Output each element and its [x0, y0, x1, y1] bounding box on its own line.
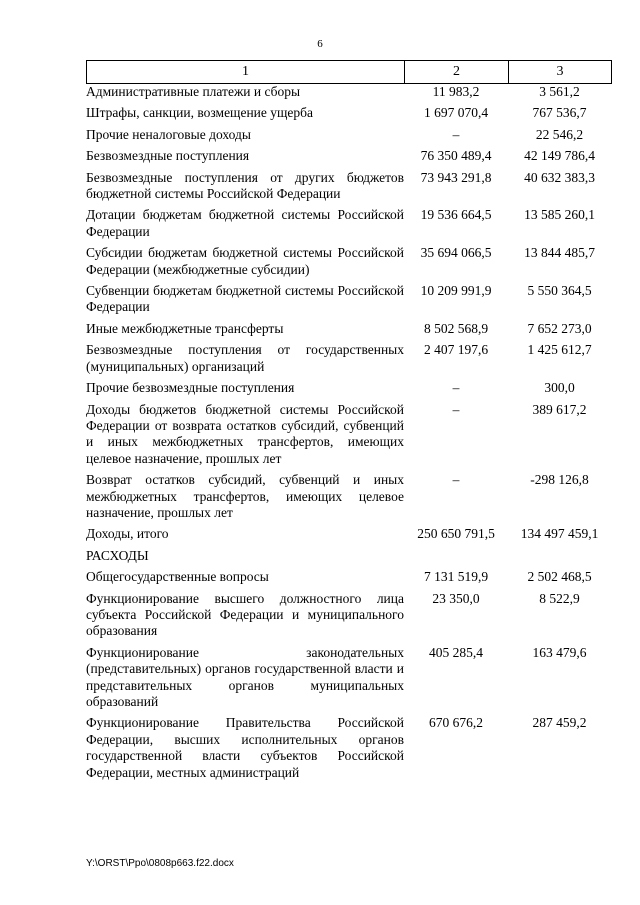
row-value-col2: 7 131 519,9 — [423, 569, 489, 585]
table-body — [86, 84, 611, 786]
table-row — [86, 148, 611, 164]
table-row — [86, 645, 611, 711]
row-label: Доходы бюджетов бюджетной системы Российской Федерации от возврата остатков субсидий, субвенций и иных межбюджетных трансфертов, имеющих целевое назначение, прошлых лет — [86, 401, 404, 466]
row-value-col2: 73 943 291,8 — [420, 169, 492, 185]
table-row — [86, 170, 611, 203]
row-value-col3: -298 126,8 — [530, 472, 589, 488]
row-value-col2: – — [452, 401, 460, 417]
row-label: Функционирование высшего должностного лица субъекта Российской Федерации и муниципального образования — [86, 590, 404, 639]
row-value-col2: 250 650 791,5 — [417, 526, 495, 542]
table-row — [86, 548, 611, 564]
row-label: Прочие безвозмездные поступления — [86, 380, 295, 396]
row-value-col2: 35 694 066,5 — [420, 245, 492, 261]
row-label: Общегосударственные вопросы — [86, 569, 269, 585]
row-value-col3: 163 479,6 — [532, 644, 587, 660]
row-value-col3: 1 425 612,7 — [527, 342, 592, 358]
row-value-col3: 3 561,2 — [539, 84, 580, 99]
table-row — [86, 105, 611, 121]
row-label: Иные межбюджетные трансферты — [86, 320, 284, 336]
row-value-col2: 1 697 070,4 — [423, 105, 489, 121]
row-value-col3: 287 459,2 — [532, 715, 587, 731]
row-label: Безвозмездные поступления от государственных (муниципальных) организаций — [86, 342, 404, 374]
column-header-3: 3 — [509, 61, 612, 84]
file-path-footer: Y:\ORST\Ppo\0808p663.f22.docx — [86, 858, 234, 869]
row-label: Безвозмездные поступления — [86, 148, 250, 164]
row-value-col3: 7 652 273,0 — [527, 320, 592, 336]
row-value-col3: 767 536,7 — [532, 105, 587, 121]
row-value-col2: 76 350 489,4 — [420, 148, 492, 164]
table-row — [86, 380, 611, 396]
table-header — [86, 60, 612, 84]
table-row — [86, 715, 611, 781]
row-value-col2: 19 536 664,5 — [420, 207, 492, 223]
row-value-col2: 8 502 568,9 — [423, 320, 489, 336]
table-row — [86, 245, 611, 278]
row-label: Штрафы, санкции, возмещение ущерба — [86, 105, 314, 121]
row-value-col3 — [508, 548, 611, 564]
row-label: Возврат остатков субсидий, субвенций и иных межбюджетных трансфертов, имеющих целевое назначение, прошлых лет — [86, 472, 404, 520]
row-value-col2: 670 676,2 — [429, 715, 483, 731]
row-value-col2: – — [452, 380, 460, 396]
table-row — [86, 472, 611, 521]
table-row — [86, 591, 611, 640]
row-value-col2 — [404, 548, 508, 564]
table-row — [86, 207, 611, 240]
row-label: Субвенции бюджетам бюджетной системы Российской Федерации — [86, 283, 404, 315]
row-value-col3: 13 585 260,1 — [524, 207, 595, 223]
row-value-col3: 389 617,2 — [532, 401, 587, 417]
page-number: 6 — [317, 38, 323, 50]
table-row — [86, 321, 611, 337]
column-header-1: 1 — [87, 61, 405, 84]
row-value-col3: 22 546,2 — [535, 126, 584, 142]
table-row — [86, 402, 611, 468]
table-row — [86, 569, 611, 585]
table-row — [86, 127, 611, 143]
table-row — [86, 526, 611, 542]
row-value-col2: 2 407 197,6 — [423, 342, 489, 358]
row-label: Доходы, итого — [86, 526, 169, 542]
table-row — [86, 283, 611, 316]
row-label: Административные платежи и сборы — [86, 84, 301, 99]
row-label: РАСХОДЫ — [86, 547, 149, 563]
column-header-2: 2 — [405, 61, 509, 84]
row-label: Функционирование законодательных (представительных) органов государственной власти и представительных органов муниципальных образований — [86, 644, 404, 709]
table-row — [86, 84, 611, 100]
row-label: Безвозмездные поступления от других бюджетов бюджетной системы Российской Федерации — [86, 169, 404, 202]
row-value-col3: 2 502 468,5 — [527, 569, 592, 585]
row-label: Субсидии бюджетам бюджетной системы Российской Федерации (межбюджетные субсидии) — [86, 245, 404, 277]
row-value-col3: 42 149 786,4 — [524, 148, 595, 164]
row-value-col2: 23 350,0 — [432, 590, 480, 606]
row-value-col3: 8 522,9 — [539, 590, 580, 606]
table-row — [86, 342, 611, 375]
row-value-col3: 13 844 485,7 — [524, 245, 595, 261]
row-value-col2: 10 209 991,9 — [420, 283, 492, 299]
row-value-col2: 405 285,4 — [429, 644, 483, 660]
row-label: Функционирование Правительства Российской Федерации, высших исполнительных органов государственной власти субъектов Российской Федерации, местных администраций — [86, 715, 404, 780]
row-value-col3: 300,0 — [544, 380, 575, 396]
row-value-col2: – — [452, 126, 460, 142]
row-label: Дотации бюджетам бюджетной системы Российской Федерации — [86, 207, 404, 239]
row-value-col2: 11 983,2 — [432, 84, 480, 99]
row-value-col3: 5 550 364,5 — [527, 283, 592, 299]
row-label: Прочие неналоговые доходы — [86, 126, 251, 142]
row-value-col3: 134 497 459,1 — [520, 526, 599, 542]
row-value-col2: – — [452, 472, 460, 488]
row-value-col3: 40 632 383,3 — [524, 169, 595, 185]
